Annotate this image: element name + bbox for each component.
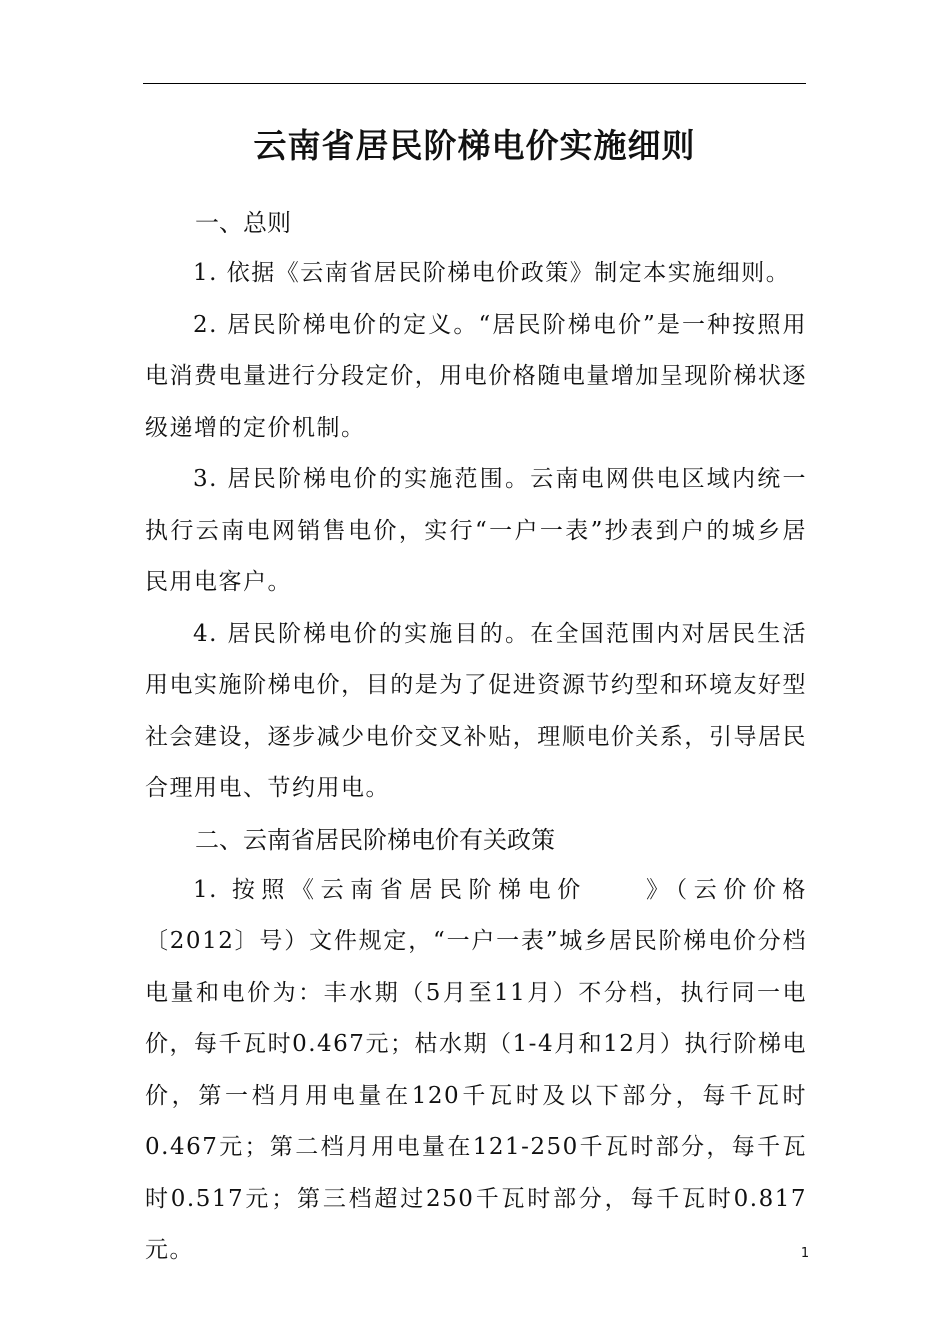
section-heading-general: 一、总则 (195, 209, 291, 237)
paragraph: 1. 按照《云南省居民阶梯电价 》（云价价格〔2012〕号）文件规定，“一户一表”城乡居民阶梯电价分档电量和电价为：丰水期（5月至11月）不分档，执行同一电价，每千瓦时0.467元；枯水期（1-4月和12月）执行阶梯电价，第一档月用电量在120千瓦时及以下部分，每千瓦时0.467元；第二档月用电量在121-250千瓦时部分，每千瓦时0.517元；第三档超过250千瓦时部分，每千瓦时0.817元。 (145, 876, 807, 1263)
paragraph: 3. 居民阶梯电价的实施范围。云南电网供电区域内统一执行云南电网销售电价，实行“一户一表”抄表到户的城乡居民用电客户。 (145, 466, 807, 595)
paragraph: 2. 居民阶梯电价的定义。“居民阶梯电价”是一种按照用电消费电量进行分段定价，用电价格随电量增加呈现阶梯状逐级递增的定价机制。 (145, 311, 807, 441)
page-number: 1 (800, 1246, 810, 1261)
paragraph: 4. 居民阶梯电价的实施目的。在全国范围内对居民生活用电实施阶梯电价，目的是为了促进资源节约型和环境友好型社会建设，逐步减少电价交叉补贴，理顺电价关系，引导居民合理用电、节约用电。 (145, 620, 807, 801)
header-rule (143, 83, 806, 84)
document-body (145, 198, 807, 1277)
paragraph: 1. 依据《云南省居民阶梯电价政策》制定本实施细则。 (193, 260, 791, 286)
document-title: 云南省居民阶梯电价实施细则 (253, 126, 696, 165)
section-heading-policy: 二、云南省居民阶梯电价有关政策 (195, 825, 555, 854)
